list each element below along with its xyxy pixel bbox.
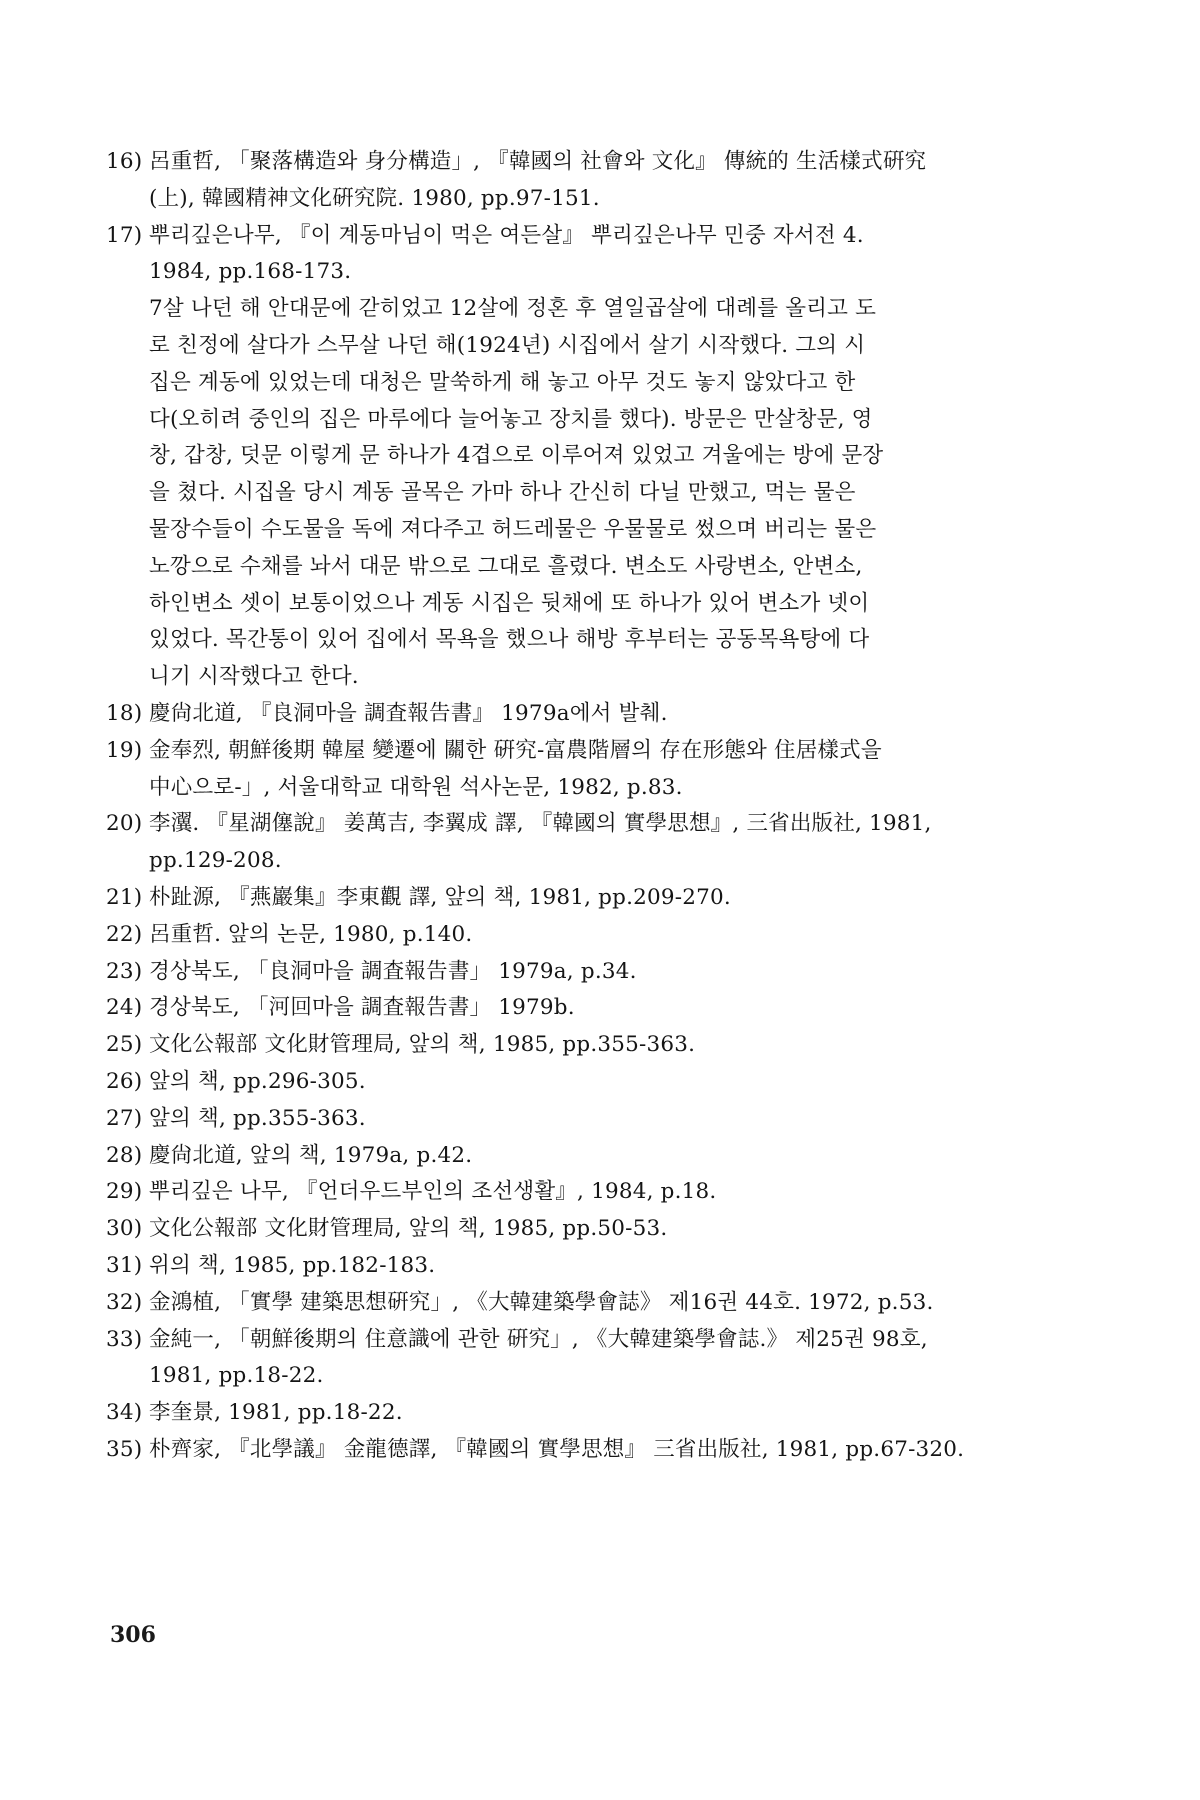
footnote-line: 慶尙北道, 앞의 책, 1979a, p.42. (149, 1142, 473, 1168)
footnote-paragraph-line: 로 친정에 살다가 스무살 나던 해(1924년) 시집에서 살기 시작했다. 그의 시 (149, 332, 866, 358)
footnote-line: 金純一, 「朝鮮後期의 住意識에 관한 硏究」, 《大韓建築學會誌.》 제25권 98호, (149, 1326, 928, 1352)
footnote-text (149, 144, 1021, 218)
footnote-27 (106, 1101, 1021, 1138)
footnote-text (149, 1064, 1021, 1101)
footnote-line: 뿌리깊은나무, 『이 계동마님이 먹은 여든살』 뿌리깊은나무 민중 자서전 4. (149, 222, 864, 248)
footnote-line: 앞의 책, pp.355-363. (149, 1105, 366, 1131)
footnote-line: 1984, pp.168-173. (149, 259, 352, 285)
footnote-paragraph-line: 물장수들이 수도물을 독에 져다주고 허드레물은 우물물로 썼으며 버리는 물은 (149, 516, 877, 542)
footnote-paragraph-line: 창, 갑창, 덧문 이렇게 문 하나가 4겹으로 이루어져 있었고 겨울에는 방에 문장 (149, 443, 884, 469)
footnote-number: 34) (106, 1400, 143, 1426)
footnote-line: pp.129-208. (149, 848, 282, 874)
footnote-35 (106, 1432, 1021, 1469)
footnote-number: 29) (106, 1179, 143, 1205)
footnote-33 (106, 1322, 1021, 1396)
footnote-18 (106, 696, 1021, 733)
footnote-number: 33) (106, 1326, 143, 1352)
footnote-number: 21) (106, 884, 143, 910)
footnote-number: 24) (106, 995, 143, 1021)
footnote-paragraph-line: 니기 시작했다고 한다. (149, 664, 359, 690)
footnote-number: 18) (106, 700, 143, 726)
footnote-paragraph-line: 노깡으로 수채를 놔서 대문 밖으로 그대로 흘렸다. 변소도 사랑변소, 안변소, (149, 553, 863, 579)
footnote-line: 文化公報部 文化財管理局, 앞의 책, 1985, pp.50-53. (149, 1216, 668, 1242)
footnote-22 (106, 917, 1021, 954)
footnote-text (149, 1395, 1021, 1432)
footnote-24 (106, 990, 1021, 1027)
footnote-line: 1981, pp.18-22. (149, 1363, 324, 1389)
footnote-line: 李瀷. 『星湖僿說』 姜萬吉, 李翼成 譯, 『韓國의 實學思想』, 三省出版社, 1981, (149, 811, 932, 837)
footnote-text (149, 880, 1021, 917)
footnote-line: 慶尙北道, 『良洞마을 調査報告書』 1979a에서 발췌. (149, 700, 668, 726)
footnote-paragraph-line: 다(오히려 중인의 집은 마루에다 늘어놓고 장치를 했다). 방문은 만살창문, 영 (149, 406, 873, 432)
footnote-line: 경상북도, 「河回마을 調査報告書」 1979b. (149, 995, 575, 1021)
footnote-line: 李奎景, 1981, pp.18-22. (149, 1400, 403, 1426)
footnote-line: 朴齊家, 『北學議』 金龍德譯, 『韓國의 實學思想』 三省出版社, 1981, pp.67-320. (149, 1436, 965, 1462)
footnote-number: 22) (106, 921, 143, 947)
footnote-paragraph-line: 하인변소 셋이 보통이었으나 계동 시집은 뒷채에 또 하나가 있어 변소가 넷이 (149, 590, 870, 616)
footnote-text (149, 806, 1021, 880)
footnote-text (149, 954, 1021, 991)
footnote-number: 28) (106, 1142, 143, 1168)
footnote-text (149, 1432, 1021, 1469)
footnote-19 (106, 733, 1021, 807)
footnote-line: 呂重哲, 「聚落構造와 身分構造」, 『韓國의 社會와 文化』 傳統的 生活樣式硏究 (149, 149, 927, 174)
footnote-text (149, 1248, 1021, 1285)
footnote-line: 앞의 책, pp.296-305. (149, 1068, 366, 1094)
footnote-23 (106, 954, 1021, 991)
footnote-30 (106, 1211, 1021, 1248)
footnote-16 (106, 144, 1021, 218)
footnote-number: 30) (106, 1216, 143, 1242)
footnote-31 (106, 1248, 1021, 1285)
footnote-paragraph-line: 있었다. 목간통이 있어 집에서 목욕을 했으나 해방 후부터는 공동목욕탕에 다 (149, 627, 870, 653)
footnote-text (149, 218, 1021, 696)
footnote-line: 金奉烈, 朝鮮後期 韓屋 變遷에 關한 硏究-富農階層의 存在形態와 住居樣式을 (149, 737, 882, 763)
footnote-34 (106, 1395, 1021, 1432)
footnote-paragraph-line: 집은 계동에 있었는데 대청은 말쑥하게 해 놓고 아무 것도 놓지 않았다고 한 (149, 369, 856, 395)
footnote-paragraph-line: 을 쳤다. 시집올 당시 계동 골목은 가마 하나 간신히 다닐 만했고, 먹는 물은 (149, 480, 856, 506)
footnote-line: 呂重哲. 앞의 논문, 1980, p.140. (149, 921, 473, 947)
footnote-text (149, 1027, 1021, 1064)
footnote-text (149, 1138, 1021, 1175)
footnote-text (149, 917, 1021, 954)
footnote-text (149, 1174, 1021, 1211)
footnote-line: 위의 책, 1985, pp.182-183. (149, 1252, 436, 1278)
footnote-number: 23) (106, 958, 143, 984)
footnote-25 (106, 1027, 1021, 1064)
footnote-20 (106, 806, 1021, 880)
footnote-number: 26) (106, 1068, 143, 1094)
footnotes-list (106, 144, 1021, 1469)
footnote-number: 19) (106, 737, 143, 763)
footnote-number: 27) (106, 1105, 143, 1131)
footnote-26 (106, 1064, 1021, 1101)
footnote-28 (106, 1138, 1021, 1175)
footnote-number: 25) (106, 1032, 143, 1058)
footnote-text (149, 990, 1021, 1027)
footnote-29 (106, 1174, 1021, 1211)
footnote-line: (上), 韓國精神文化硏究院. 1980, pp.97-151. (149, 185, 600, 211)
footnote-number: 16) (106, 149, 143, 174)
footnote-line: 文化公報部 文化財管理局, 앞의 책, 1985, pp.355-363. (149, 1032, 696, 1058)
footnote-number: 35) (106, 1436, 143, 1462)
footnote-21 (106, 880, 1021, 917)
footnote-text (149, 733, 1021, 807)
footnote-32 (106, 1285, 1021, 1322)
footnote-number: 31) (106, 1252, 143, 1278)
footnote-line: 中心으로-」, 서울대학교 대학원 석사논문, 1982, p.83. (149, 774, 683, 800)
footnote-number: 20) (106, 811, 143, 837)
footnote-line: 金鴻植, 「實學 建築思想硏究」, 《大韓建築學會誌》 제16권 44호. 1972, p.53. (149, 1289, 934, 1315)
footnote-number: 32) (106, 1289, 143, 1315)
page-number: 306 (110, 1622, 156, 1648)
footnote-text (149, 1322, 1021, 1396)
footnote-text (149, 1101, 1021, 1138)
footnote-text (149, 1211, 1021, 1248)
footnote-number: 17) (106, 222, 143, 248)
footnote-line: 경상북도, 「良洞마을 調査報告書」 1979a, p.34. (149, 958, 637, 984)
footnote-17 (106, 218, 1021, 696)
footnote-paragraph-line: 7살 나던 해 안대문에 갇히었고 12살에 정혼 후 열일곱살에 대례를 올리고 도 (149, 296, 877, 322)
footnote-text (149, 696, 1021, 733)
footnote-line: 뿌리깊은 나무, 『언더우드부인의 조선생활』, 1984, p.18. (149, 1179, 717, 1205)
footnote-line: 朴趾源, 『燕巖集』李東觀 譯, 앞의 책, 1981, pp.209-270. (149, 884, 731, 910)
footnote-text (149, 1285, 1021, 1322)
